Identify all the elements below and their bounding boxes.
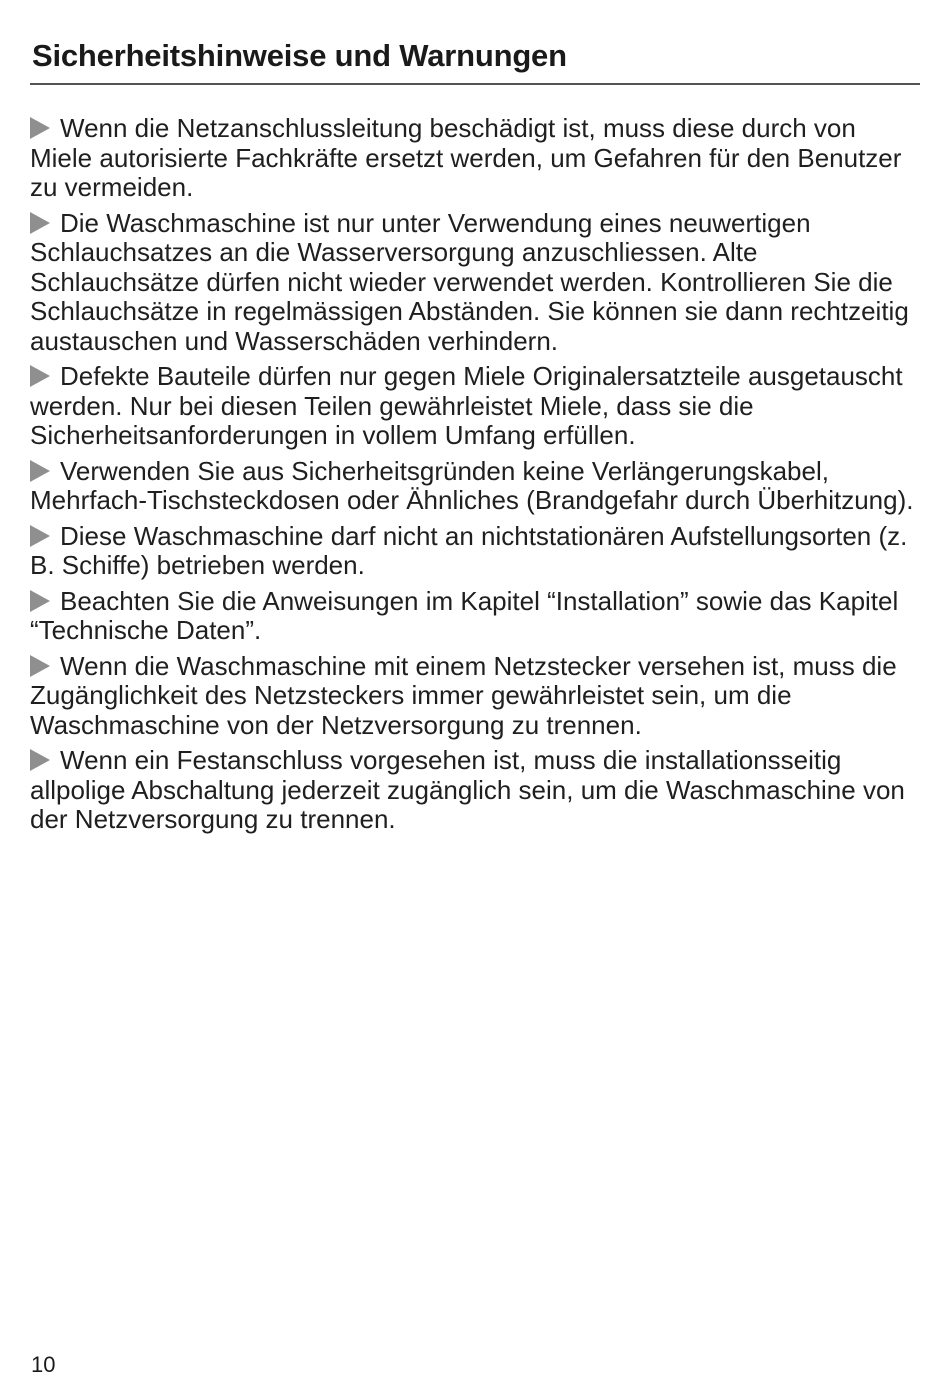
warning-item xyxy=(30,522,920,581)
triangle-right-icon xyxy=(30,365,50,387)
title-divider xyxy=(30,83,920,85)
warning-item xyxy=(30,652,920,741)
triangle-right-icon xyxy=(30,525,50,547)
warning-text: Verwenden Sie aus Sicherheitsgründen keine Verlängerungskabel, Mehrfach-Tischsteckdosen oder Ähnliches (Brandgefahr durch Überhitzung). xyxy=(30,455,914,515)
warning-item xyxy=(30,746,920,835)
triangle-right-icon xyxy=(30,749,50,771)
triangle-right-icon xyxy=(30,212,50,234)
warning-item xyxy=(30,362,920,451)
warning-item xyxy=(30,114,920,203)
warning-item xyxy=(30,457,920,516)
page-number: 10 xyxy=(31,1352,56,1377)
warning-text: Defekte Bauteile dürfen nur gegen Miele Originalersatzteile ausgetauscht werden. Nur bei diesen Teilen gewährleistet Miele, dass sie die Sicherheitsanforderungen in vollem Umfang erfüllen. xyxy=(30,361,903,450)
warning-text: Wenn die Waschmaschine mit einem Netzstecker versehen ist, muss die Zugänglichkeit des Netzsteckers immer gewährleistet sein, um die Waschmaschine von der Netzversorgung zu trennen. xyxy=(30,650,897,740)
triangle-right-icon xyxy=(30,117,50,139)
warning-text: Wenn die Netzanschlussleitung beschädigt ist, muss diese durch von Miele autorisierte Fachkräfte ersetzt werden, um Gefahren für den Benutzer zu vermeiden. xyxy=(30,113,902,202)
warning-list xyxy=(30,114,920,841)
warning-text: Wenn ein Festanschluss vorgesehen ist, muss die installationsseitig allpolige Abschaltung jederzeit zugänglich sein, um die Waschmaschine von der Netzversorgung zu trennen. xyxy=(30,745,905,834)
warning-text: Die Waschmaschine ist nur unter Verwendung eines neuwertigen Schlauchsatzes an die Wasserversorgung anzuschliessen. Alte Schlauchsätze dürfen nicht wieder verwendet werden. Kontrollieren Sie die Schlauchsätze in regelmässigen Abständen. Sie können sie dann rechtzeitig austauschen und Wasserschäden verhindern. xyxy=(30,207,909,356)
triangle-right-icon xyxy=(30,460,50,482)
warning-item xyxy=(30,587,920,646)
warning-text: Beachten Sie die Anweisungen im Kapitel “Installation” sowie das Kapitel “Technische Daten”. xyxy=(30,585,899,645)
warning-item xyxy=(30,209,920,357)
triangle-right-icon xyxy=(30,655,50,677)
triangle-right-icon xyxy=(30,590,50,612)
warning-text: Diese Waschmaschine darf nicht an nichtstationären Aufstellungsorten (z. B. Schiffe) betrieben werden. xyxy=(30,520,908,580)
page-title: Sicherheitshinweise und Warnungen xyxy=(32,38,567,73)
